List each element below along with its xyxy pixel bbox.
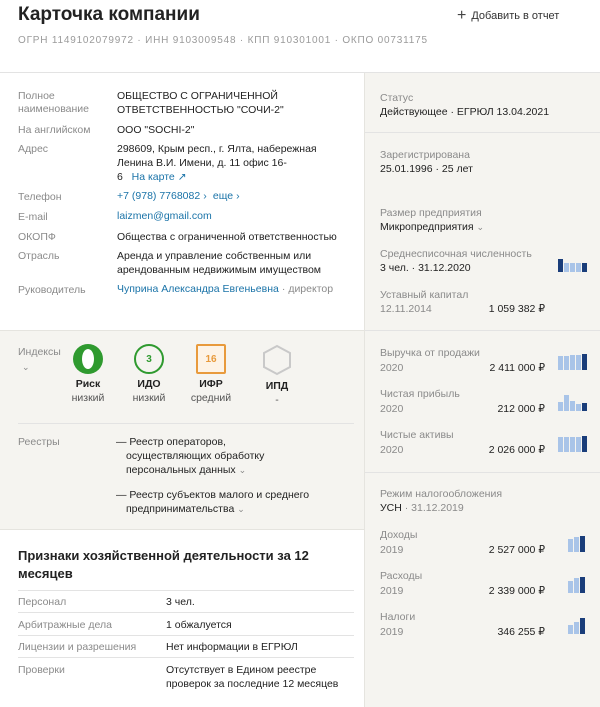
- expenses-year: 2019: [380, 585, 404, 597]
- divider: [365, 132, 600, 133]
- activity-value: Нет информации в ЕГРЮЛ: [166, 641, 298, 653]
- profit-label: Чистая прибыль: [380, 388, 460, 400]
- profit-value: 212 000 ₽: [497, 403, 545, 415]
- registered-value: 25.01.1996 · 25 лет: [380, 163, 473, 175]
- head-row: [117, 283, 362, 295]
- phone-label: Телефон: [18, 191, 62, 203]
- email-label: E-mail: [18, 211, 48, 223]
- email-link[interactable]: laizmen@gmail.com: [117, 210, 212, 222]
- tax-regime-label: Режим налогообложения: [380, 488, 503, 500]
- revenue-label: Выручка от продажи: [380, 347, 480, 359]
- taxes-value: 346 255 ₽: [497, 626, 545, 638]
- activity-label: Арбитражные дела: [18, 619, 112, 631]
- capital-label: Уставный капитал: [380, 289, 469, 301]
- divider: [18, 590, 354, 591]
- index-ipd[interactable]: ИПД -: [252, 344, 302, 406]
- chevron-right-icon: ›: [236, 190, 240, 202]
- head-name-link[interactable]: Чуприна Александра Евгеньевна: [117, 283, 279, 295]
- chevron-down-icon[interactable]: ⌄: [22, 362, 30, 372]
- capital-value: 1 059 382 ₽: [488, 303, 545, 315]
- headcount-label: Среднесписочная численность: [380, 248, 532, 260]
- more-phones-link[interactable]: еще: [212, 190, 234, 202]
- profit-bars: [558, 395, 587, 411]
- english-name-value: OOO "SOCHI-2": [117, 124, 195, 136]
- assets-bars: [558, 436, 587, 452]
- registry-item-personal-data[interactable]: — Реестр операторов, осуществляющих обработку персональных данных ⌄: [116, 436, 265, 476]
- taxes-bars: [568, 618, 585, 634]
- activity-label: Персонал: [18, 596, 67, 608]
- plus-icon: +: [457, 7, 467, 24]
- activity-value: 3 чел.: [166, 596, 195, 608]
- divider: [365, 330, 600, 331]
- size-label: Размер предприятия: [380, 207, 482, 219]
- activity-label: Проверки: [18, 664, 65, 676]
- chevron-down-icon: ⌄: [237, 504, 245, 514]
- phone-row: [117, 190, 357, 202]
- map-link[interactable]: На карте: [131, 171, 175, 183]
- taxes-year: 2019: [380, 626, 404, 638]
- external-link-icon: ↗: [177, 171, 187, 183]
- risk-icon: [73, 344, 103, 374]
- expenses-value: 2 339 000 ₽: [488, 585, 545, 597]
- index-ido[interactable]: 3 ИДО низкий: [124, 344, 174, 404]
- industry-value: Аренда и управление собственным или арендованным недвижимым имуществом: [117, 250, 322, 276]
- profit-year: 2020: [380, 403, 404, 415]
- company-ids: ОГРН 1149102079972 · ИНН 9103009548 · КПП 910301001 · ОКПО 00731175: [18, 35, 428, 46]
- status-label: Статус: [380, 92, 414, 104]
- english-name-label: На английском: [18, 124, 91, 136]
- expenses-label: Расходы: [380, 570, 423, 582]
- assets-value: 2 026 000 ₽: [488, 444, 545, 456]
- chevron-right-icon: ›: [203, 190, 207, 202]
- full-name-label: Полное наименование: [18, 90, 90, 115]
- page-title: Карточка компании: [18, 4, 200, 25]
- index-ifr[interactable]: 16 ИФР средний: [186, 344, 236, 404]
- activity-section-title: Признаки хозяйственной деятельности за 12 месяцев: [18, 548, 309, 581]
- okopf-label: ОКОПФ: [18, 231, 56, 243]
- head-role: · директор: [281, 283, 334, 295]
- head-label: Руководитель: [18, 284, 86, 296]
- full-name-value: ОБЩЕСТВО С ОГРАНИЧЕННОЙ ОТВЕТСТВЕННОСТЬЮ "СОЧИ-2": [117, 90, 284, 116]
- divider: [18, 635, 354, 636]
- add-to-report-label: Добавить в отчет: [471, 10, 560, 22]
- divider: [18, 423, 354, 424]
- taxes-label: Налоги: [380, 611, 416, 623]
- phone-link[interactable]: +7 (978) 7768082: [117, 190, 201, 202]
- registry-item-sme[interactable]: — Реестр субъектов малого и среднего предпринимательства ⌄: [116, 489, 310, 515]
- industry-label: Отрасль: [18, 250, 60, 262]
- address-label: Адрес: [18, 143, 49, 155]
- divider: [18, 657, 354, 658]
- activity-value[interactable]: 1 обжалуется: [166, 619, 232, 631]
- chevron-down-icon: ⌄: [476, 222, 485, 232]
- income-bars: [568, 536, 585, 552]
- expenses-bars: [568, 577, 585, 593]
- status-value: Действующее · ЕГРЮЛ 13.04.2021: [380, 106, 550, 118]
- registries-label: Реестры: [18, 436, 60, 448]
- income-value: 2 527 000 ₽: [488, 544, 545, 556]
- headcount-bars: [558, 256, 587, 272]
- address-value: 298609, Крым респ., г. Ялта, набережная Ленина В.И. Имени, д. 11 офис 16- 6 На карте ↗: [117, 143, 317, 183]
- divider: [365, 472, 600, 473]
- divider: [18, 612, 354, 613]
- income-label: Доходы: [380, 529, 418, 541]
- okopf-value: Общества с ограниченной ответственностью: [117, 231, 337, 243]
- capital-date: 12.11.2014: [380, 303, 432, 315]
- hexagon-icon: [261, 344, 293, 376]
- assets-year: 2020: [380, 444, 404, 456]
- headcount-value: 3 чел. · 31.12.2020: [380, 262, 471, 274]
- add-to-report-button[interactable]: [457, 8, 559, 24]
- revenue-bars: [558, 354, 587, 370]
- size-dropdown[interactable]: Микропредприятия ⌄: [380, 221, 485, 233]
- assets-label: Чистые активы: [380, 429, 454, 441]
- ifr-icon: 16: [196, 344, 226, 374]
- ido-icon: 3: [134, 344, 164, 374]
- activity-label: Лицензии и разрешения: [18, 641, 137, 653]
- registered-label: Зарегистрирована: [380, 149, 470, 161]
- indices-label: Индексы: [18, 346, 61, 358]
- revenue-value: 2 411 000 ₽: [489, 362, 545, 374]
- index-risk[interactable]: Риск низкий: [63, 344, 113, 404]
- tax-regime-value: УСН · 31.12.2019: [380, 502, 464, 514]
- revenue-year: 2020: [380, 362, 404, 374]
- activity-value: Отсутствует в Едином реестре проверок за последние 12 месяцев: [166, 664, 339, 690]
- income-year: 2019: [380, 544, 404, 556]
- chevron-down-icon: ⌄: [238, 465, 247, 475]
